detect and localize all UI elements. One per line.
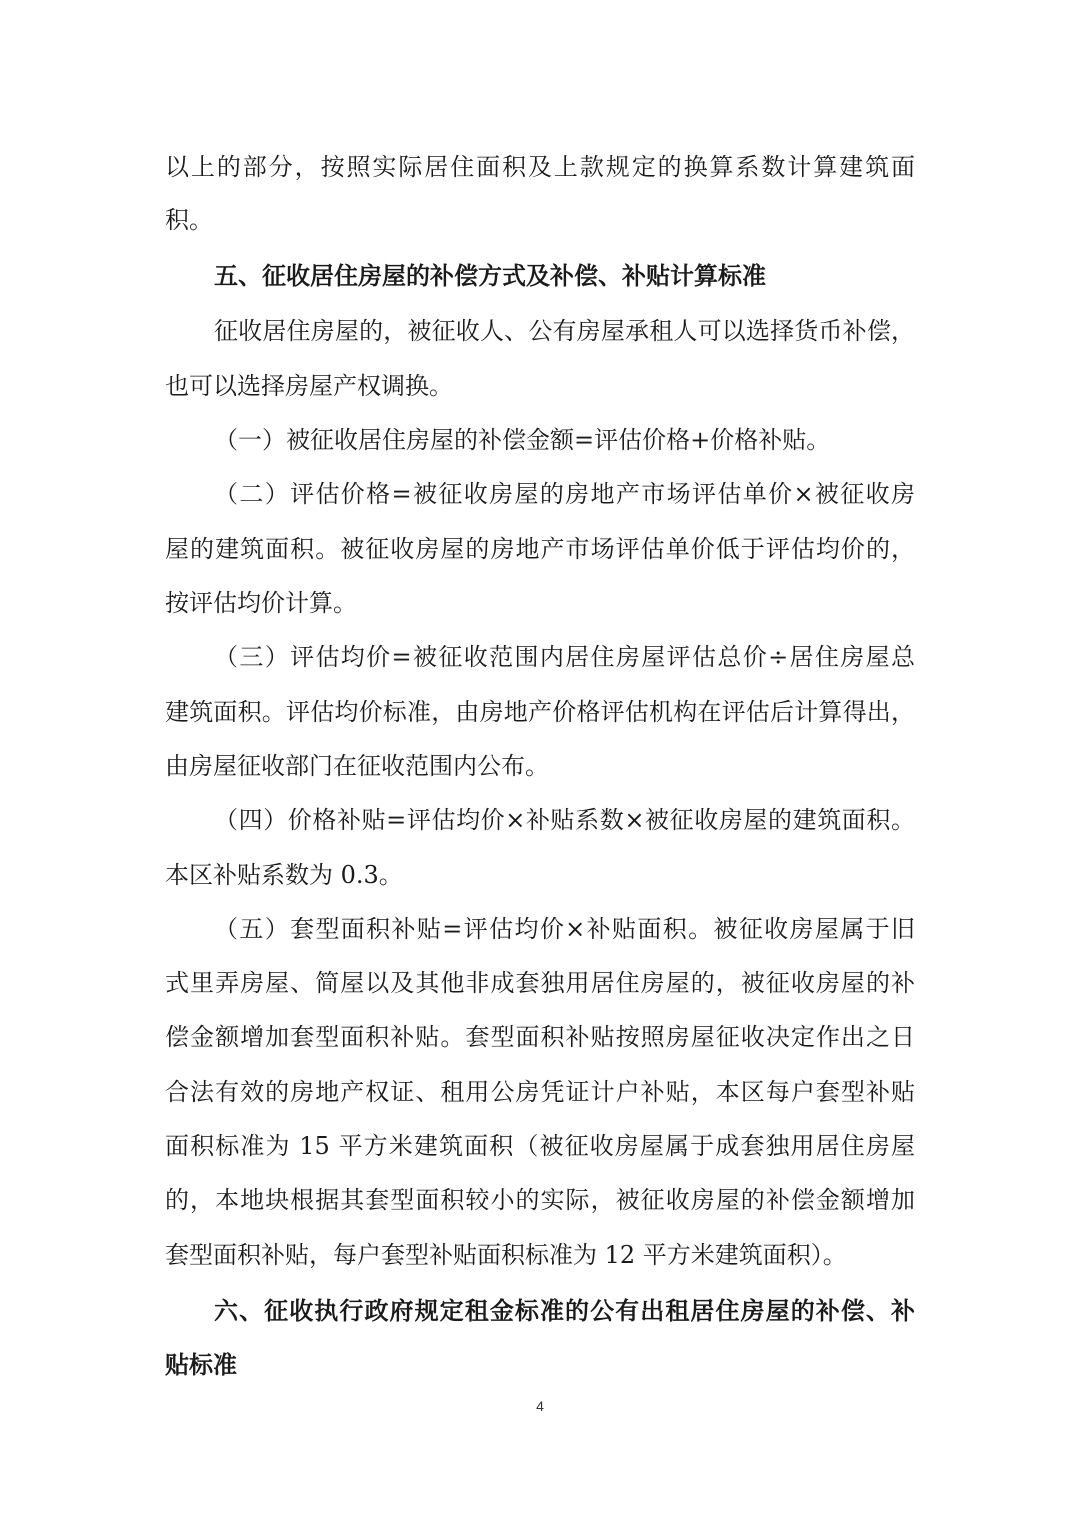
- body-text-line: 面积标准为 15 平方米建筑面积（被征收房屋属于成套独用居住房屋: [165, 1132, 915, 1160]
- list-item-3: （三）评估均价=被征收范围内居住房屋评估总价÷居住房屋总: [214, 643, 915, 671]
- list-item-5: （五）套型面积补贴=评估均价×补贴面积。被征收房屋属于旧: [214, 915, 915, 943]
- body-text-line: 也可以选择房屋产权调换。: [165, 372, 453, 400]
- body-text-line: 套型面积补贴，每户套型补贴面积标准为 12 平方米建筑面积）。: [165, 1241, 847, 1269]
- body-text-line: 屋的建筑面积。被征收房屋的房地产市场评估单价低于评估均价的，: [165, 535, 915, 563]
- section-heading-5: 五、征收居住房屋的补偿方式及补偿、补贴计算标准: [214, 262, 766, 290]
- body-text-line: 的，本地块根据其套型面积较小的实际，被征收房屋的补偿金额增加: [165, 1186, 915, 1214]
- list-item-2: （二）评估价格=被征收房屋的房地产市场评估单价×被征收房: [214, 480, 915, 508]
- page-number: 4: [536, 1398, 544, 1414]
- section-heading-6-continued: 贴标准: [165, 1351, 237, 1379]
- body-text-line: 征收居住房屋的，被征收人、公有房屋承租人可以选择货币补偿，: [214, 317, 915, 345]
- list-item-4: （四）价格补贴=评估均价×补贴系数×被征收房屋的建筑面积。: [214, 806, 915, 834]
- section-heading-6: 六、征收执行政府规定租金标准的公有出租居住房屋的补偿、补: [214, 1297, 915, 1325]
- body-text-line: 偿金额增加套型面积补贴。套型面积补贴按照房屋征收决定作出之日: [165, 1023, 915, 1051]
- body-text-line: 以上的部分，按照实际居住面积及上款规定的换算系数计算建筑面: [165, 153, 915, 181]
- body-text-line: 本区补贴系数为 0.3。: [165, 861, 403, 889]
- list-item-1: （一）被征收居住房屋的补偿金额=评估价格+价格补贴。: [214, 426, 831, 454]
- body-text-line: 合法有效的房地产权证、租用公房凭证计户补贴，本区每户套型补贴: [165, 1078, 915, 1106]
- body-text-line: 按评估均价计算。: [165, 589, 357, 617]
- body-text-line: 积。: [165, 206, 213, 234]
- body-text-line: 式里弄房屋、简屋以及其他非成套独用居住房屋的，被征收房屋的补: [165, 969, 915, 997]
- body-text-line: 建筑面积。评估均价标准，由房地产价格评估机构在评估后计算得出，: [165, 698, 915, 726]
- body-text-line: 由房屋征收部门在征收范围内公布。: [165, 752, 549, 780]
